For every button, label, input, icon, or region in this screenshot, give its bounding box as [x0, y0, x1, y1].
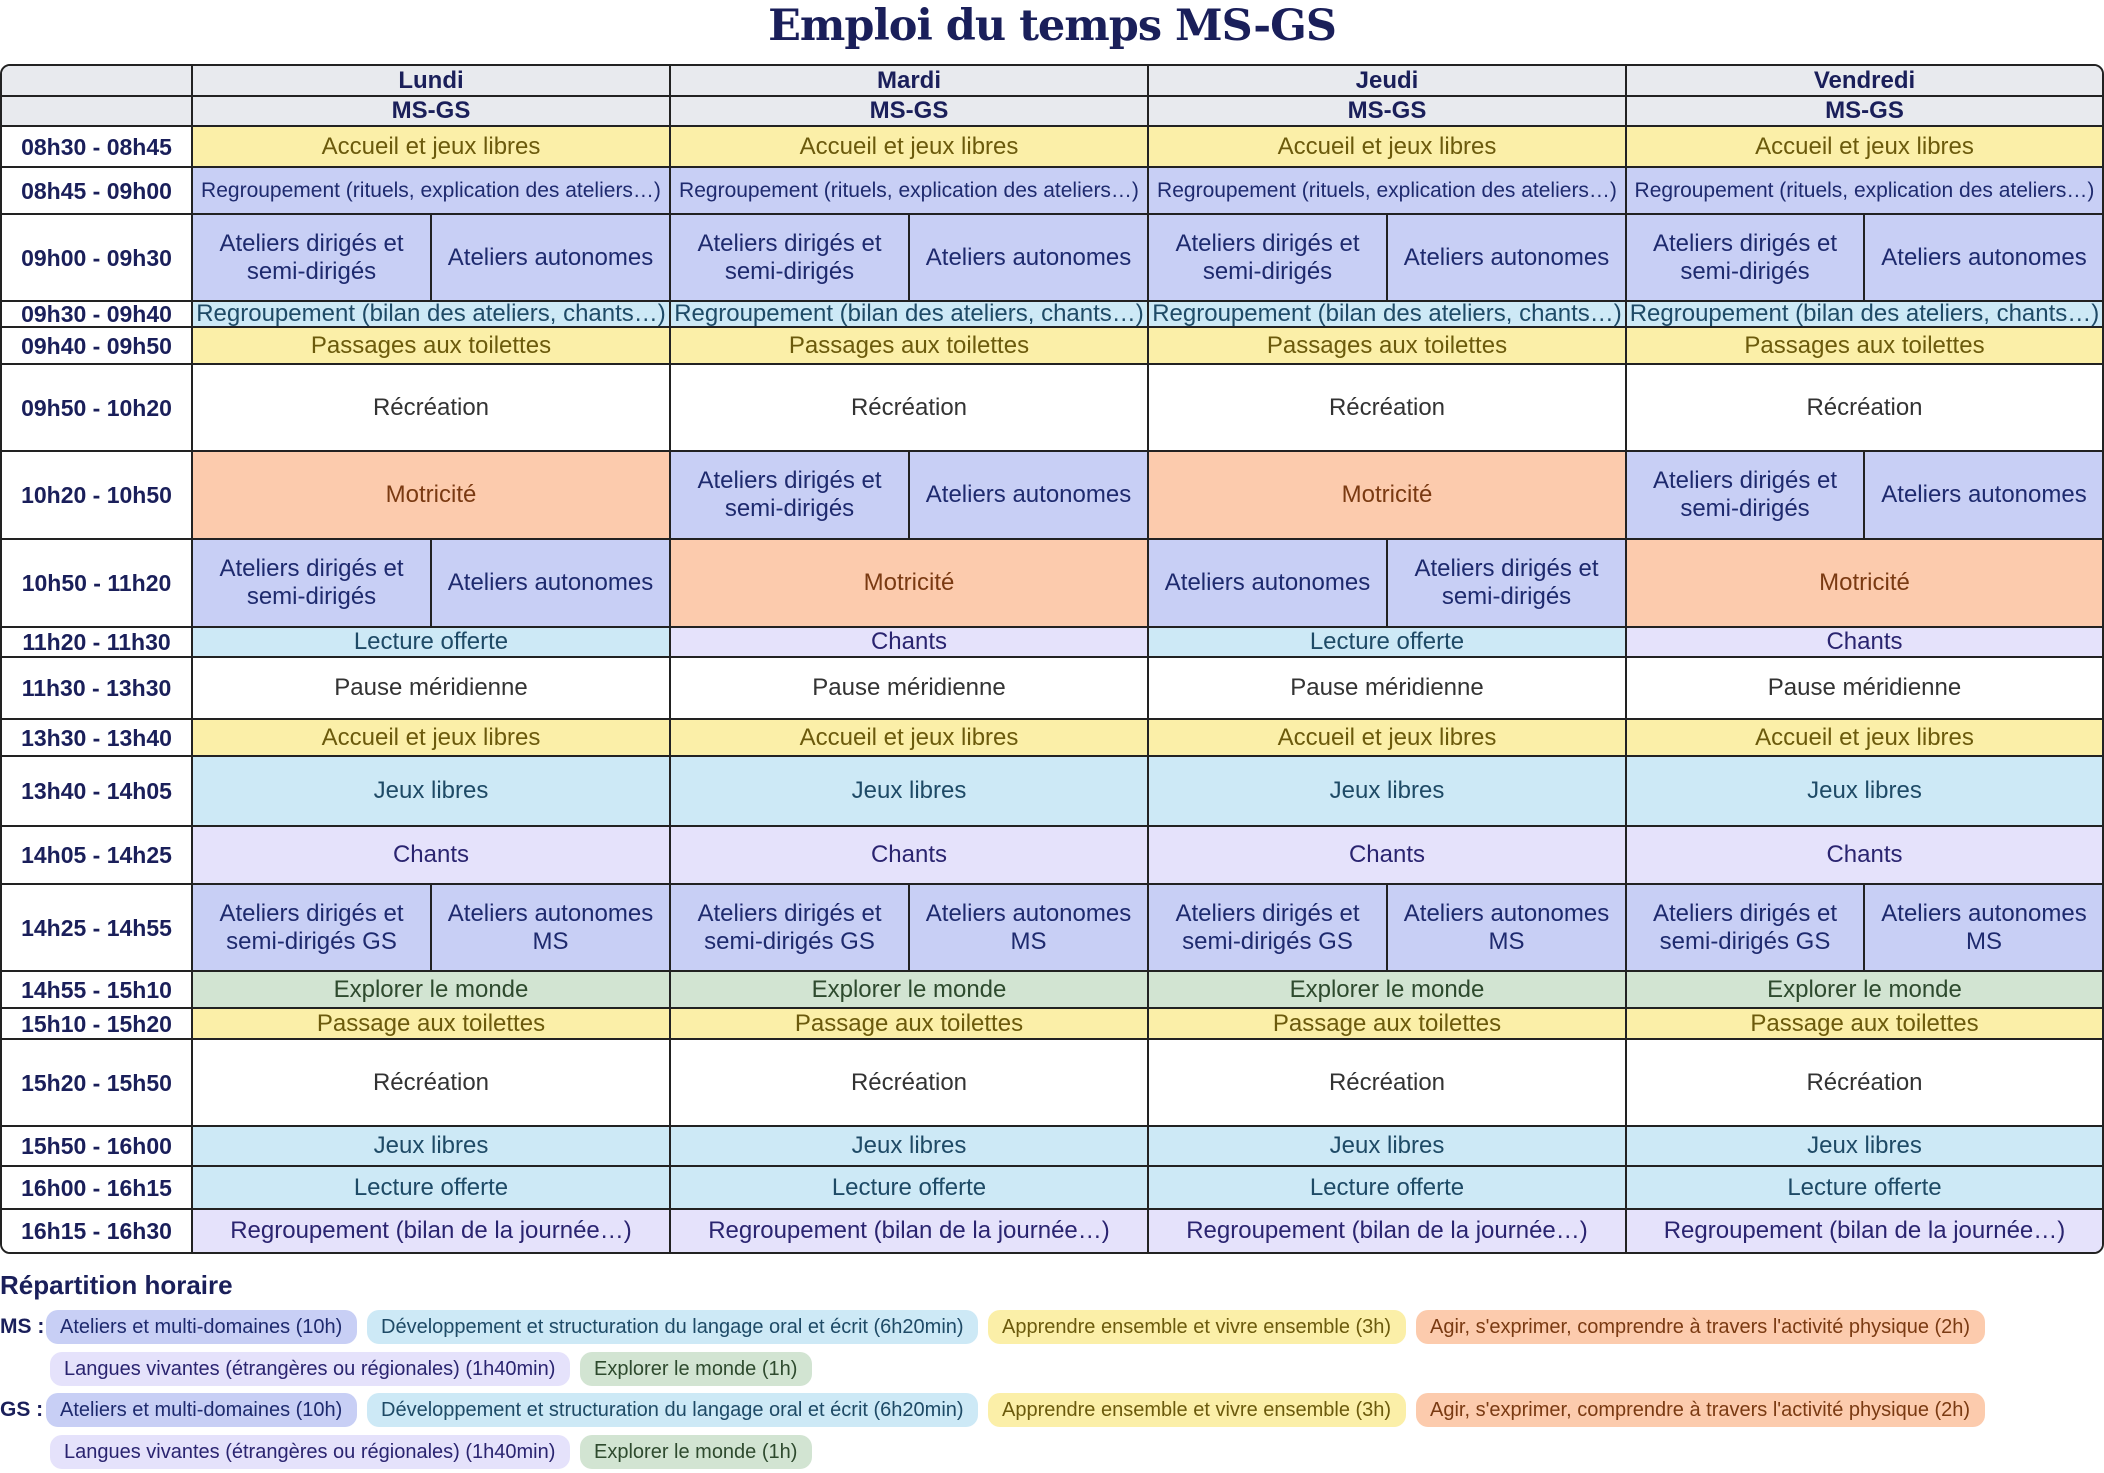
legend-pill: Langues vivantes (étrangères ou régionales) (1h40min)	[50, 1352, 570, 1386]
activity-cell: Regroupement (rituels, explication des ateliers…)	[1627, 168, 2102, 215]
legend-pill: Apprendre ensemble et vivre ensemble (3h)	[988, 1393, 1406, 1427]
activity-cell: Récréation	[671, 365, 1149, 452]
time-slot: 10h20 - 10h50	[2, 452, 193, 540]
activity-cell: Ateliers dirigés et semi-dirigés	[1627, 215, 1865, 302]
activity-cell: Ateliers autonomes	[910, 215, 1149, 302]
activity-cell: Passages aux toilettes	[193, 328, 671, 365]
activity-cell: Ateliers autonomes	[1865, 215, 2103, 302]
time-slot: 08h45 - 09h00	[2, 168, 193, 215]
activity-cell: Motricité	[1627, 540, 2102, 628]
activity-cell: Ateliers dirigés et semi-dirigés GS	[193, 885, 432, 972]
activity-cell: Ateliers dirigés et semi-dirigés GS	[671, 885, 910, 972]
activity-cell: Chants	[1627, 827, 2102, 885]
activity-cell: Lecture offerte	[1627, 1167, 2102, 1210]
activity-cell: Chants	[671, 827, 1149, 885]
time-slot: 13h30 - 13h40	[2, 720, 193, 757]
activity-cell: Ateliers dirigés et semi-dirigés GS	[1149, 885, 1388, 972]
time-slot: 11h30 - 13h30	[2, 658, 193, 720]
class-subheader: MS-GS	[193, 97, 671, 127]
activity-cell: Jeux libres	[671, 1127, 1149, 1167]
legend-pill: Explorer le monde (1h)	[580, 1352, 812, 1386]
activity-cell: Récréation	[1149, 365, 1627, 452]
activity-cell: Passages aux toilettes	[1149, 328, 1627, 365]
activity-cell: Passage aux toilettes	[671, 1009, 1149, 1040]
activity-cell: Accueil et jeux libres	[671, 720, 1149, 757]
time-slot: 10h50 - 11h20	[2, 540, 193, 628]
time-slot: 09h30 - 09h40	[2, 302, 193, 328]
legend-row-label: MS :	[0, 1315, 45, 1338]
activity-cell: Accueil et jeux libres	[193, 720, 671, 757]
page-title: Emploi du temps MS-GS	[768, 1, 1336, 51]
activity-cell: Ateliers autonomes MS	[1865, 885, 2103, 972]
time-slot: 13h40 - 14h05	[2, 757, 193, 827]
time-slot: 14h55 - 15h10	[2, 972, 193, 1009]
activity-cell: Passages aux toilettes	[671, 328, 1149, 365]
activity-cell: Ateliers dirigés et semi-dirigés	[1627, 452, 1865, 540]
activity-cell: Ateliers dirigés et semi-dirigés	[193, 540, 432, 628]
activity-cell: Regroupement (bilan de la journée…)	[193, 1210, 671, 1252]
activity-cell: Chants	[671, 628, 1149, 658]
activity-cell: Récréation	[671, 1040, 1149, 1127]
activity-cell: Chants	[1149, 827, 1627, 885]
class-subheader: MS-GS	[1627, 97, 2102, 127]
activity-cell: Accueil et jeux libres	[1627, 127, 2102, 168]
activity-cell: Regroupement (bilan de la journée…)	[1627, 1210, 2102, 1252]
activity-cell: Chants	[1627, 628, 2102, 658]
time-slot: 16h00 - 16h15	[2, 1167, 193, 1210]
activity-cell: Jeux libres	[1149, 1127, 1627, 1167]
legend-pill: Ateliers et multi-domaines (10h)	[46, 1310, 357, 1344]
activity-cell: Lecture offerte	[671, 1167, 1149, 1210]
activity-cell: Pause méridienne	[1149, 658, 1627, 720]
activity-cell: Pause méridienne	[193, 658, 671, 720]
activity-cell: Jeux libres	[193, 1127, 671, 1167]
header-corner-top	[2, 66, 193, 97]
day-header: Lundi	[193, 66, 671, 97]
legend-pill: Développement et structuration du langage oral et écrit (6h20min)	[367, 1393, 978, 1427]
activity-cell: Ateliers dirigés et semi-dirigés	[671, 452, 910, 540]
activity-cell: Jeux libres	[671, 757, 1149, 827]
day-header: Jeudi	[1149, 66, 1627, 97]
activity-cell: Passage aux toilettes	[1627, 1009, 2102, 1040]
activity-cell: Récréation	[1149, 1040, 1627, 1127]
activity-cell: Jeux libres	[1627, 1127, 2102, 1167]
activity-cell: Ateliers autonomes	[432, 540, 671, 628]
activity-cell: Accueil et jeux libres	[1627, 720, 2102, 757]
class-subheader: MS-GS	[1149, 97, 1627, 127]
activity-cell: Lecture offerte	[193, 1167, 671, 1210]
activity-cell: Récréation	[193, 365, 671, 452]
activity-cell: Pause méridienne	[1627, 658, 2102, 720]
legend-row	[0, 1393, 2104, 1473]
activity-cell: Récréation	[1627, 1040, 2102, 1127]
activity-cell: Motricité	[193, 452, 671, 540]
header-corner-bottom	[2, 97, 193, 127]
activity-cell: Ateliers dirigés et semi-dirigés	[193, 215, 432, 302]
activity-cell: Pause méridienne	[671, 658, 1149, 720]
activity-cell: Ateliers autonomes MS	[910, 885, 1149, 972]
legend-pill: Agir, s'exprimer, comprendre à travers l'activité physique (2h)	[1416, 1393, 1985, 1427]
activity-cell: Ateliers autonomes	[432, 215, 671, 302]
legend-pill: Développement et structuration du langage oral et écrit (6h20min)	[367, 1310, 978, 1344]
time-slot: 14h25 - 14h55	[2, 885, 193, 972]
activity-cell: Regroupement (bilan des ateliers, chants…)	[671, 302, 1149, 328]
time-slot: 16h15 - 16h30	[2, 1210, 193, 1252]
activity-cell: Motricité	[671, 540, 1149, 628]
activity-cell: Jeux libres	[1627, 757, 2102, 827]
legend-title: Répartition horaire	[0, 1270, 233, 1300]
legend-pill: Explorer le monde (1h)	[580, 1435, 812, 1469]
activity-cell: Accueil et jeux libres	[671, 127, 1149, 168]
activity-cell: Regroupement (bilan de la journée…)	[671, 1210, 1149, 1252]
activity-cell: Regroupement (rituels, explication des ateliers…)	[1149, 168, 1627, 215]
activity-cell: Ateliers dirigés et semi-dirigés	[1149, 215, 1388, 302]
activity-cell: Ateliers autonomes	[1149, 540, 1388, 628]
activity-cell: Regroupement (rituels, explication des ateliers…)	[671, 168, 1149, 215]
activity-cell: Accueil et jeux libres	[1149, 127, 1627, 168]
time-slot: 15h50 - 16h00	[2, 1127, 193, 1167]
time-slot: 15h10 - 15h20	[2, 1009, 193, 1040]
activity-cell: Motricité	[1149, 452, 1627, 540]
activity-cell: Regroupement (rituels, explication des ateliers…)	[193, 168, 671, 215]
activity-cell: Regroupement (bilan de la journée…)	[1149, 1210, 1627, 1252]
time-slot: 15h20 - 15h50	[2, 1040, 193, 1127]
activity-cell: Regroupement (bilan des ateliers, chants…)	[1149, 302, 1627, 328]
time-slot: 14h05 - 14h25	[2, 827, 193, 885]
legend-pill: Apprendre ensemble et vivre ensemble (3h)	[988, 1310, 1406, 1344]
time-slot: 09h40 - 09h50	[2, 328, 193, 365]
time-slot: 11h20 - 11h30	[2, 628, 193, 658]
activity-cell: Chants	[193, 827, 671, 885]
activity-cell: Ateliers dirigés et semi-dirigés	[671, 215, 910, 302]
activity-cell: Ateliers autonomes	[1388, 215, 1627, 302]
activity-cell: Explorer le monde	[671, 972, 1149, 1009]
time-slot: 08h30 - 08h45	[2, 127, 193, 168]
activity-cell: Ateliers autonomes	[910, 452, 1149, 540]
time-slot: 09h00 - 09h30	[2, 215, 193, 302]
legend-pill: Agir, s'exprimer, comprendre à travers l'activité physique (2h)	[1416, 1310, 1985, 1344]
day-header: Vendredi	[1627, 66, 2102, 97]
activity-cell: Ateliers autonomes MS	[1388, 885, 1627, 972]
timetable	[0, 64, 2104, 1254]
activity-cell: Lecture offerte	[193, 628, 671, 658]
activity-cell: Ateliers autonomes	[1865, 452, 2103, 540]
activity-cell: Lecture offerte	[1149, 1167, 1627, 1210]
activity-cell: Accueil et jeux libres	[1149, 720, 1627, 757]
activity-cell: Explorer le monde	[1627, 972, 2102, 1009]
activity-cell: Récréation	[1627, 365, 2102, 452]
legend-row-label: GS :	[0, 1398, 44, 1421]
activity-cell: Passage aux toilettes	[193, 1009, 671, 1040]
legend-pill: Ateliers et multi-domaines (10h)	[46, 1393, 357, 1427]
legend-pill: Langues vivantes (étrangères ou régionales) (1h40min)	[50, 1435, 570, 1469]
activity-cell: Récréation	[193, 1040, 671, 1127]
time-slot: 09h50 - 10h20	[2, 365, 193, 452]
activity-cell: Lecture offerte	[1149, 628, 1627, 658]
activity-cell: Regroupement (bilan des ateliers, chants…)	[1627, 302, 2102, 328]
activity-cell: Jeux libres	[193, 757, 671, 827]
class-subheader: MS-GS	[671, 97, 1149, 127]
activity-cell: Regroupement (bilan des ateliers, chants…)	[193, 302, 671, 328]
legend-row	[0, 1310, 2104, 1390]
activity-cell: Ateliers autonomes MS	[432, 885, 671, 972]
activity-cell: Accueil et jeux libres	[193, 127, 671, 168]
activity-cell: Explorer le monde	[1149, 972, 1627, 1009]
activity-cell: Ateliers dirigés et semi-dirigés	[1388, 540, 1627, 628]
activity-cell: Explorer le monde	[193, 972, 671, 1009]
activity-cell: Ateliers dirigés et semi-dirigés GS	[1627, 885, 1865, 972]
activity-cell: Passages aux toilettes	[1627, 328, 2102, 365]
activity-cell: Jeux libres	[1149, 757, 1627, 827]
activity-cell: Passage aux toilettes	[1149, 1009, 1627, 1040]
day-header: Mardi	[671, 66, 1149, 97]
